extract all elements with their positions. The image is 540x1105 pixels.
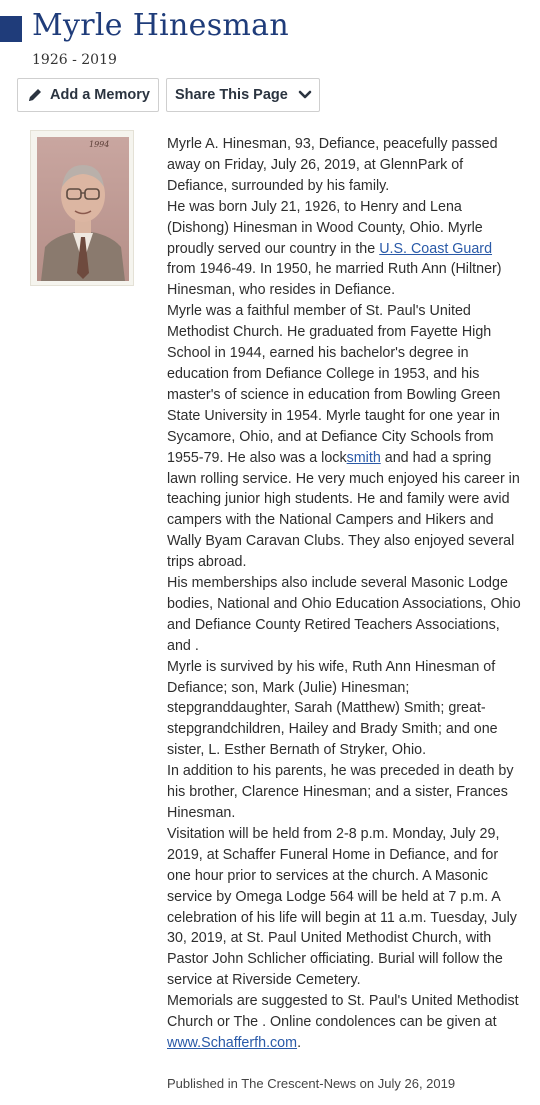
obituary-paragraph: Memorials are suggested to St. Paul's United Methodist Church or The . Online condolences can be given at www.Schafferfh.com.: [167, 993, 519, 1051]
portrait-photo: [30, 130, 134, 286]
title-accent-bar: [0, 16, 22, 42]
obituary-paragraph: His memberships also include several Masonic Lodge bodies, National and Ohio Education Associations, Ohio and Defiance County Retired Teachers Associations, and .: [167, 575, 521, 654]
chevron-down-icon: [296, 86, 314, 104]
obituary-paragraph: In addition to his parents, he was preceded in death by his brother, Clarence Hinesman; and a sister, Frances Hinesman.: [167, 763, 514, 821]
coast-guard-link[interactable]: U.S. Coast Guard: [379, 240, 493, 257]
obituary-paragraph: Myrle is survived by his wife, Ruth Ann Hinesman of Defiance; son, Mark (Julie) Hinesman; stepgranddaughter, Sarah (Matthew) Smith; great-stepgrandchildren, Hailey and Brady Smith; and one sister, L. Esther Bernath of Stryker, Ohio.: [167, 658, 498, 759]
funeral-home-link[interactable]: www.Schafferfh.com: [167, 1034, 298, 1051]
pencil-icon: [26, 86, 44, 104]
share-page-label: Share This Page: [175, 87, 288, 103]
photo-handwritten-note: 1994: [89, 140, 110, 149]
obituary-paragraph: He was born July 21, 1926, to Henry and Lena (Dishong) Hinesman in Wood County, Ohio. Myrle proudly served our country in the U.S. Coast Guard from 1946-49. In 1950, he married Ruth Ann (Hiltner) Hinesman, who resides in Defiance.: [167, 198, 502, 299]
obituary-paragraph: Visitation will be held from 2-8 p.m. Monday, July 29, 2019, at Schaffer Funeral Home in Defiance, and for one hour prior to services at the church. A Masonic service by Omega Lodge 564 will be held at 7 p.m. A celebration of his life will begin at 11 a.m. Tuesday, July 30, 2019, at St. Paul United Methodist Church, with Pastor John Schlicher officiating. Burial will follow the service at Riverside Cemetery.: [167, 825, 517, 989]
add-memory-label: Add a Memory: [50, 87, 150, 103]
smith-link[interactable]: smith: [346, 449, 381, 466]
obituary-text: [167, 134, 523, 1054]
page-title: Myrle Hinesman: [32, 8, 289, 43]
obituary-paragraph: Myrle A. Hinesman, 93, Defiance, peacefully passed away on Friday, July 26, 2019, at GlennPark of Defiance, surrounded by his family.: [167, 136, 498, 194]
page-header: [0, 8, 540, 48]
portrait-image: [37, 137, 129, 281]
add-memory-button[interactable]: [17, 78, 159, 112]
life-dates: 1926 - 2019: [32, 52, 117, 68]
share-page-button[interactable]: [166, 78, 320, 112]
published-note: Published in The Crescent-News on July 26, 2019: [167, 1076, 456, 1091]
obituary-paragraph: Myrle was a faithful member of St. Paul's United Methodist Church. He graduated from Fayette High School in 1944, earned his bachelor's degree in education from Defiance College in 1953, and his master's of science in education from Bowling Green State University in 1954. Myrle taught for one year in Sycamore, Ohio, and at Defiance City Schools from 1955-79. He also was a locksmith and had a spring lawn rolling service. He very much enjoyed his career in teaching junior high students. He and family were avid campers with the National Campers and Hikers and Wally Byam Caravan Clubs. They also enjoyed several trips abroad.: [167, 303, 520, 571]
